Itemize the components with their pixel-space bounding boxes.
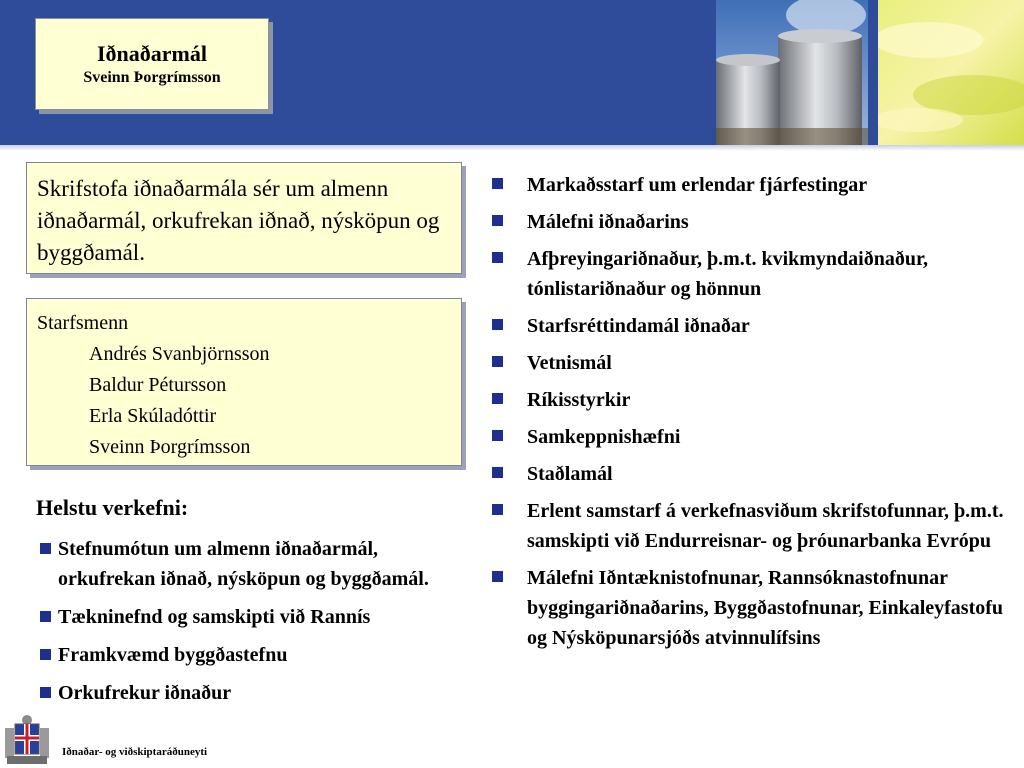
topics-list: [490, 170, 1010, 660]
list-item: [490, 244, 1010, 304]
square-bullet-icon: [492, 467, 503, 478]
list-item: [490, 348, 1010, 378]
list-item-text: Orkufrekur iðnaður: [58, 682, 232, 704]
staff-member: Sveinn Þorgrímsson: [89, 436, 251, 458]
list-item-text: Staðlamál: [527, 463, 613, 485]
yellow-liquid-photo: [878, 0, 1024, 145]
square-bullet-icon: [492, 178, 503, 189]
list-item: [490, 385, 1010, 415]
square-bullet-icon: [40, 611, 51, 622]
square-bullet-icon: [40, 687, 51, 698]
list-item: [490, 496, 1010, 556]
staff-member: Baldur Pétursson: [89, 374, 227, 396]
square-bullet-icon: [492, 215, 503, 226]
list-item-text: Ríkisstyrkir: [527, 389, 631, 411]
list-item: [490, 207, 1010, 237]
list-item: [490, 422, 1010, 452]
square-bullet-icon: [492, 319, 503, 330]
tasks-list: [36, 534, 476, 716]
list-item-text: Stefnumótun um almenn iðnaðarmál, orkufrekan iðnað, nýsköpun og byggðamál.: [58, 538, 429, 590]
list-item: [490, 563, 1010, 653]
list-item-text: Erlent samstarf á verkefnasviðum skrifstofunnar, þ.m.t. samskipti við Endurreisnar- og þróunarbanka Evrópu: [527, 500, 1004, 552]
list-item: [36, 602, 476, 632]
ministry-name: Iðnaðar- og viðskiptaráðuneyti: [62, 746, 208, 758]
coat-of-arms-icon: [3, 712, 51, 766]
square-bullet-icon: [492, 356, 503, 367]
list-item-text: Starfsréttindamál iðnaðar: [527, 315, 750, 337]
staff-box: [26, 298, 462, 466]
list-item-text: Markaðsstarf um erlendar fjárfestingar: [527, 174, 868, 196]
list-item-text: Tækninefnd og samskipti við Rannís: [58, 606, 371, 628]
square-bullet-icon: [492, 571, 503, 582]
slide-title: Iðnaðarmál: [97, 41, 207, 66]
list-item-text: Framkvæmd byggðastefnu: [58, 644, 288, 666]
list-item-text: Vetnismál: [527, 352, 612, 374]
list-item: [36, 678, 476, 708]
list-item: [490, 170, 1010, 200]
staff-member: Andrés Svanbjörnsson: [89, 343, 270, 365]
tasks-heading: Helstu verkefni:: [36, 495, 189, 520]
intro-box: [26, 162, 462, 274]
square-bullet-icon: [40, 543, 51, 554]
square-bullet-icon: [492, 504, 503, 515]
list-item-text: Afþreyingariðnaður, þ.m.t. kvikmyndaiðnaður, tónlistariðnaður og hönnun: [527, 248, 929, 300]
banner-shadow: [0, 145, 1024, 151]
square-bullet-icon: [492, 393, 503, 404]
photo-divider: [868, 0, 878, 145]
slide-subtitle: Sveinn Þorgrímsson: [83, 69, 221, 86]
list-item: [490, 459, 1010, 489]
square-bullet-icon: [40, 649, 51, 660]
intro-text: Skrifstofa iðnaðarmála sér um almenn iðnaðarmál, orkufrekan iðnað, nýsköpun og byggðamál.: [37, 176, 440, 265]
square-bullet-icon: [492, 430, 503, 441]
list-item-text: Málefni iðnaðarins: [527, 211, 689, 233]
industrial-tanks-photo: [716, 0, 868, 145]
list-item-text: Samkeppnishæfni: [527, 426, 681, 448]
staff-member: Erla Skúladóttir: [89, 405, 217, 427]
list-item: [490, 311, 1010, 341]
list-item-text: Málefni Iðntæknistofnunar, Rannsóknastofnunar byggingariðnaðarins, Byggðastofnunar, Einkaleyfastofu og Nýsköpunarsjóðs atvinnulífsins: [527, 567, 1004, 649]
staff-heading: Starfsmenn: [37, 312, 129, 334]
title-box: [35, 18, 269, 110]
list-item: [36, 534, 476, 594]
square-bullet-icon: [492, 252, 503, 263]
list-item: [36, 640, 476, 670]
